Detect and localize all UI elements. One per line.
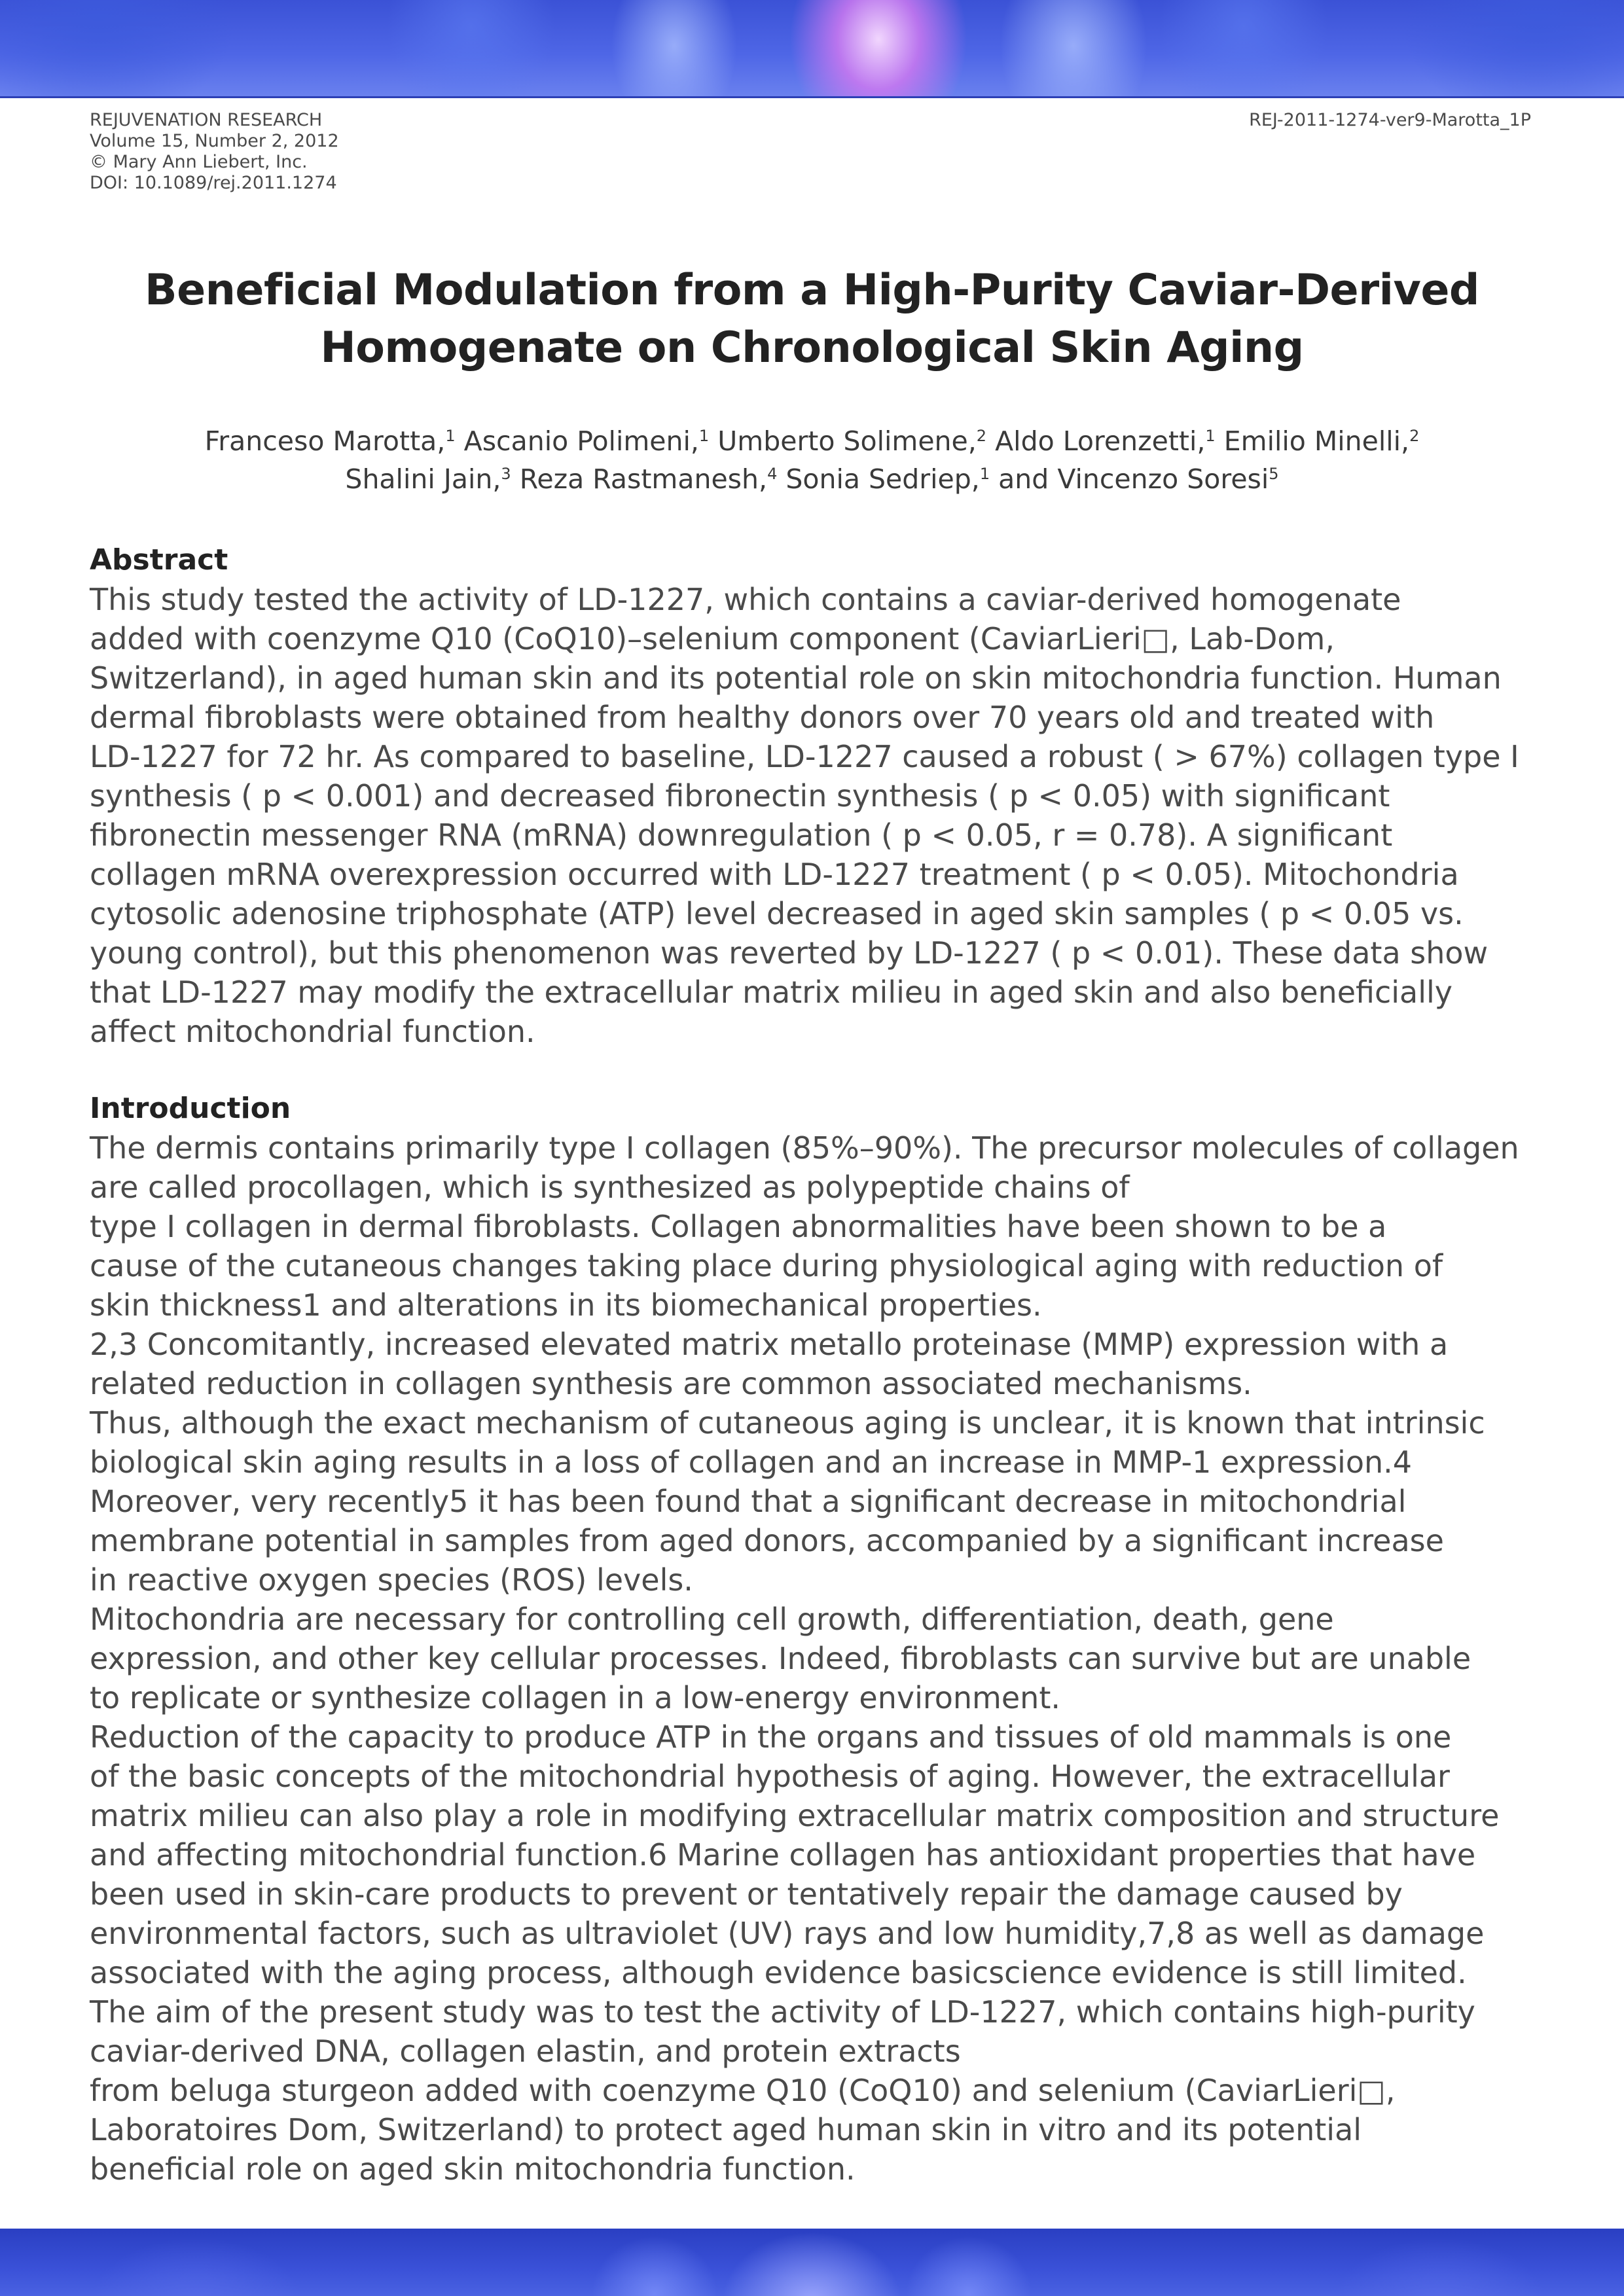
author-line-1: [90, 422, 1534, 460]
introduction-line: 2,3 Concomitantly, increased elevated matrix metallo proteinase (MMP) expression with a: [90, 1327, 1449, 1362]
author-name: Shalini Jain,: [345, 463, 501, 495]
affiliation-mark: 2: [1409, 427, 1420, 445]
abstract-line: dermal fibroblasts were obtained from healthy donors over 70 years old and treated with: [90, 700, 1435, 735]
introduction-line: Moreover, very recently5 it has been found that a significant decrease in mitochondrial: [90, 1484, 1407, 1519]
abstract-line: young control), but this phenomenon was reverted by LD-1227 ( p < 0.01). These data show: [90, 935, 1489, 971]
abstract-line: synthesis ( p < 0.001) and decreased fibronectin synthesis ( p < 0.05) with significant: [90, 778, 1390, 814]
paper-title: [90, 262, 1534, 377]
author-name: Ascanio Polimeni,: [463, 425, 699, 457]
abstract-heading: Abstract: [90, 543, 228, 577]
introduction-line: are called procollagen, which is synthesized as polypeptide chains of: [90, 1170, 1130, 1205]
introduction-line: been used in skin-care products to prevent or tentatively repair the damage caused by: [90, 1876, 1403, 1912]
title-line: Beneficial Modulation from a High-Purity Caviar-Derived: [145, 266, 1479, 315]
introduction-line: cause of the cutaneous changes taking place during physiological aging with reduction of: [90, 1248, 1443, 1283]
author-name: Sonia Sedriep,: [785, 463, 980, 495]
journal-copyright: © Mary Ann Liebert, Inc.: [90, 152, 308, 172]
abstract-line: added with coenzyme Q10 (CoQ10)–selenium component (CaviarLieri□, Lab-Dom,: [90, 621, 1335, 656]
abstract-line: collagen mRNA overexpression occurred with LD-1227 treatment ( p < 0.05). Mitochondria: [90, 857, 1459, 892]
introduction-line: in reactive oxygen species (ROS) levels.: [90, 1562, 693, 1598]
author-name: Franceso Marotta,: [204, 425, 446, 457]
introduction-line: matrix milieu can also play a role in modifying extracellular matrix composition and structure: [90, 1798, 1500, 1833]
abstract-line: Switzerland), in aged human skin and its potential role on skin mitochondria function. Human: [90, 660, 1502, 696]
author-name: Reza Rastmanesh,: [519, 463, 768, 495]
affiliation-mark: 1: [698, 427, 710, 445]
introduction-line: of the basic concepts of the mitochondrial hypothesis of aging. However, the extracellular: [90, 1759, 1450, 1794]
introduction-line: environmental factors, such as ultraviolet (UV) rays and low humidity,7,8 as well as damage: [90, 1916, 1485, 1951]
abstract-section: [90, 541, 1556, 1051]
introduction-line: Mitochondria are necessary for controlling cell growth, differentiation, death, gene: [90, 1602, 1334, 1637]
introduction-heading: Introduction: [90, 1092, 291, 1125]
introduction-line: associated with the aging process, although evidence basicscience evidence is still limited.: [90, 1955, 1467, 1990]
affiliation-mark: 1: [445, 427, 456, 445]
author-name: Umberto Solimene,: [717, 425, 977, 457]
introduction-line: membrane potential in samples from aged donors, accompanied by a significant increase: [90, 1523, 1444, 1558]
author-line-2: [90, 460, 1534, 498]
author-name: and Vincenzo Soresi: [998, 463, 1269, 495]
introduction-line: beneficial role on aged skin mitochondria function.: [90, 2151, 856, 2187]
abstract-line: fibronectin messenger RNA (mRNA) downregulation ( p < 0.05, r = 0.78). A significant: [90, 817, 1393, 853]
introduction-line: The dermis contains primarily type I collagen (85%–90%). The precursor molecules of collagen: [90, 1130, 1519, 1166]
affiliation-mark: 3: [501, 465, 511, 483]
affiliation-mark: 4: [767, 465, 778, 483]
introduction-line: Reduction of the capacity to produce ATP in the organs and tissues of old mammals is one: [90, 1719, 1452, 1755]
introduction-line: Laboratoires Dom, Switzerland) to protect aged human skin in vitro and its potential: [90, 2112, 1362, 2147]
introduction-line: The aim of the present study was to test the activity of LD-1227, which contains high-purity: [90, 1994, 1475, 2030]
introduction-line: from beluga sturgeon added with coenzyme Q10 (CoQ10) and selenium (CaviarLieri□,: [90, 2073, 1396, 2108]
journal-doi: DOI: 10.1089/rej.2011.1274: [90, 173, 337, 193]
introduction-line: related reduction in collagen synthesis are common associated mechanisms.: [90, 1366, 1252, 1401]
abstract-line: affect mitochondrial function.: [90, 1014, 535, 1049]
document-id: REJ-2011-1274-ver9-Marotta_1P: [1249, 110, 1531, 130]
bottom-decorative-banner: [0, 2229, 1624, 2296]
journal-metadata: [90, 110, 339, 194]
affiliation-mark: 1: [979, 465, 990, 483]
introduction-line: caviar-derived DNA, collagen elastin, and protein extracts: [90, 2034, 961, 2069]
abstract-line: LD-1227 for 72 hr. As compared to baseline, LD-1227 caused a robust ( > 67%) collagen type I: [90, 739, 1519, 774]
introduction-line: expression, and other key cellular processes. Indeed, fibroblasts can survive but are unable: [90, 1641, 1471, 1676]
introduction-line: to replicate or synthesize collagen in a low-energy environment.: [90, 1680, 1060, 1715]
author-list: [90, 422, 1534, 498]
top-decorative-banner: [0, 0, 1624, 98]
title-line: Homogenate on Chronological Skin Aging: [320, 323, 1304, 372]
affiliation-mark: 1: [1205, 427, 1216, 445]
author-name: Aldo Lorenzetti,: [995, 425, 1206, 457]
abstract-line: This study tested the activity of LD-1227, which contains a caviar-derived homogenate: [90, 582, 1401, 617]
journal-name: REJUVENATION RESEARCH: [90, 110, 323, 130]
abstract-line: cytosolic adenosine triphosphate (ATP) level decreased in aged skin samples ( p < 0.05 vs.: [90, 896, 1464, 931]
affiliation-mark: 2: [976, 427, 987, 445]
introduction-line: skin thickness1 and alterations in its biomechanical properties.: [90, 1287, 1042, 1323]
author-name: Emilio Minelli,: [1223, 425, 1410, 457]
introduction-line: type I collagen in dermal fibroblasts. Collagen abnormalities have been shown to be a: [90, 1209, 1387, 1244]
introduction-line: and affecting mitochondrial function.6 Marine collagen has antioxidant properties that have: [90, 1837, 1476, 1873]
affiliation-mark: 5: [1269, 465, 1279, 483]
journal-volume: Volume 15, Number 2, 2012: [90, 131, 339, 151]
introduction-line: biological skin aging results in a loss of collagen and an increase in MMP-1 expression.4: [90, 1444, 1413, 1480]
introduction-section: [90, 1089, 1556, 2189]
abstract-line: that LD-1227 may modify the extracellular matrix milieu in aged skin and also beneficially: [90, 975, 1453, 1010]
introduction-line: Thus, although the exact mechanism of cutaneous aging is unclear, it is known that intrinsic: [90, 1405, 1485, 1441]
